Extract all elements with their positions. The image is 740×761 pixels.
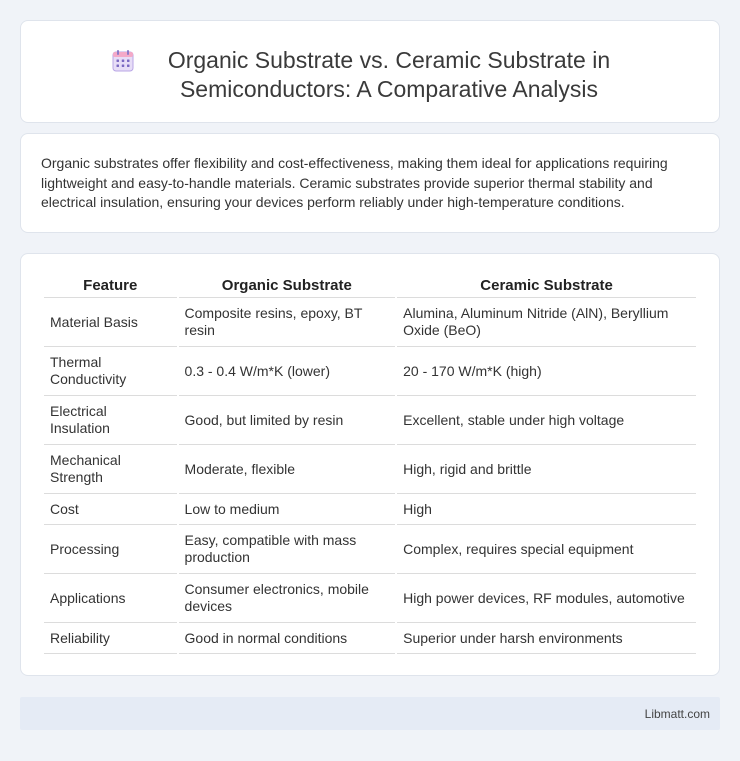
header-feature: Feature [44,276,177,298]
table-row [44,298,696,347]
title-card [20,20,720,123]
page-title: Organic Substrate vs. Ceramic Substrate in Semiconductors: A Comparative Analysis [167,47,611,102]
table-header-row [44,276,696,298]
ceramic-cell: Complex, requires special equipment [397,525,696,574]
header-ceramic: Ceramic Substrate [397,276,696,298]
table-row [44,396,696,445]
ceramic-cell: High, rigid and brittle [397,445,696,494]
footer-site-link[interactable]: Libmatt.com [644,707,710,721]
organic-cell: Good, but limited by resin [179,396,396,445]
table-row [44,445,696,494]
organic-cell: Good in normal conditions [179,623,396,654]
table-row [44,574,696,623]
feature-cell: Thermal Conductivity [44,347,177,396]
ceramic-cell: High power devices, RF modules, automotive [397,574,696,623]
organic-cell: Moderate, flexible [179,445,396,494]
organic-cell: Composite resins, epoxy, BT resin [179,298,396,347]
table-row [44,623,696,654]
ceramic-cell: Alumina, Aluminum Nitride (AlN), Beryllium Oxide (BeO) [397,298,696,347]
feature-cell: Applications [44,574,177,623]
header-organic: Organic Substrate [179,276,396,298]
organic-cell: 0.3 - 0.4 W/m*K (lower) [179,347,396,396]
comparison-table [42,276,698,654]
comparison-card [20,253,720,676]
table-row [44,347,696,396]
calendar-icon [111,49,135,73]
footer [20,697,720,730]
feature-cell: Material Basis [44,298,177,347]
organic-cell: Low to medium [179,494,396,525]
feature-cell: Reliability [44,623,177,654]
intro-card [20,133,720,233]
feature-cell: Processing [44,525,177,574]
table-row [44,494,696,525]
organic-cell: Consumer electronics, mobile devices [179,574,396,623]
organic-cell: Easy, compatible with mass production [179,525,396,574]
ceramic-cell: 20 - 170 W/m*K (high) [397,347,696,396]
feature-cell: Mechanical Strength [44,445,177,494]
feature-cell: Electrical Insulation [44,396,177,445]
feature-cell: Cost [44,494,177,525]
ceramic-cell: Superior under harsh environments [397,623,696,654]
ceramic-cell: Excellent, stable under high voltage [397,396,696,445]
table-row [44,525,696,574]
intro-text: Organic substrates offer flexibility and cost-effectiveness, making them ideal for applications requiring lightweight and easy-to-handle materials. Ceramic substrates provide superior thermal stability and electrical insulation, ensuring your devices perform reliably under high-temperature conditions. [41,155,668,210]
ceramic-cell: High [397,494,696,525]
title-row [21,21,719,104]
